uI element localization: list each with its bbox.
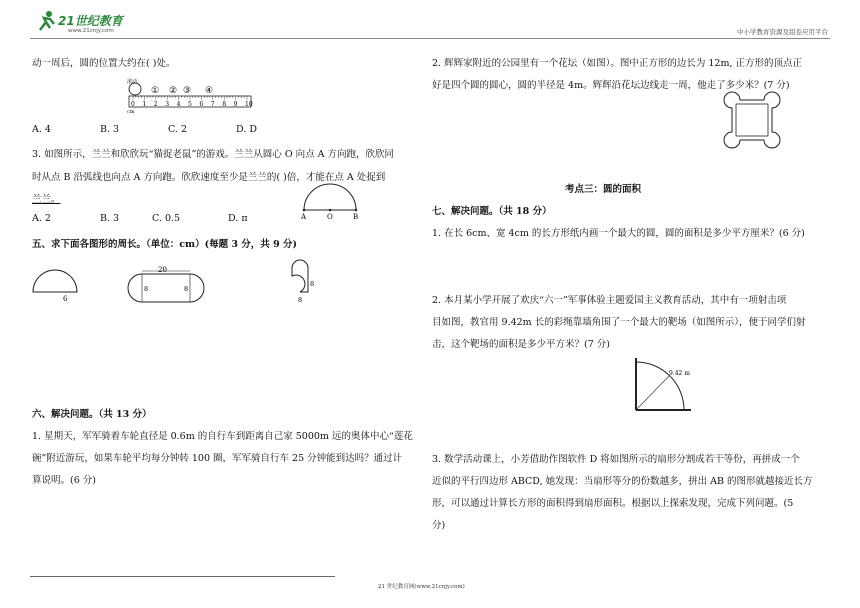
q7-3-line1: 3. 数学活动课上，小芳借助作图软件 D 将如图所示的扇形分割成若干等份，再拼成一个 (432, 454, 800, 465)
perimeter-figure-3 (278, 262, 318, 312)
ruler-top-label: 滚动 (127, 79, 138, 85)
fig1-radius-label: 6 (63, 295, 68, 303)
q3-option-b: B. 3 (100, 213, 120, 224)
fig-label-a: A (301, 213, 307, 221)
footer-text: 21 世纪教育网(www.21cnjy.com) (378, 584, 465, 590)
q3-option-a: A. 2 (32, 213, 51, 224)
ruler-tick-label: 8 (222, 101, 227, 108)
ruler-tick-label: 2 (153, 101, 158, 108)
ruler-position-label: ③ (183, 86, 192, 96)
fig-label-b: B (353, 213, 359, 221)
fig-label-o: O (327, 213, 333, 221)
target-arc-label: 9.42 m (669, 370, 690, 377)
kaodian-title: 考点三：圆的面积 (565, 184, 642, 195)
ruler-tick-label: 3 (165, 101, 170, 108)
logo-subtext: www.21cnjy.com (68, 28, 114, 34)
q3-line2: 时从点 B 沿弧线也向点 A 方向跑。欣欣速度至少是兰兰的( )倍，才能在点 A 处捉到 (32, 172, 386, 183)
fig3-side-label: 8 (310, 280, 315, 288)
section6-title: 六、解决问题。（共 13 分） (32, 409, 152, 420)
ruler-tick-label: 10 (245, 101, 253, 108)
q7-2-line1: 2. 本月某小学开展了欢庆“六一”军事体验主题爱国主义教育活动，其中有一项射击项 (432, 295, 787, 306)
q2-option-d: D. D (236, 124, 257, 135)
ruler-position-label: ② (169, 86, 178, 96)
ruler-tick-label: 5 (188, 101, 192, 108)
q6-1-line1: 1. 星期天，军军骑着车轮直径是 0.6m 的自行车到距离自己家 5000m 远的奥体中心“莲花 (32, 431, 413, 442)
q2-option-a: A. 4 (32, 124, 51, 135)
perimeter-figure-2 (128, 266, 208, 306)
q2-option-c: C. 2 (168, 124, 188, 135)
semicircle-figure (298, 180, 368, 220)
target-range-figure (633, 358, 693, 413)
fig3-bottom-label: 8 (298, 296, 303, 304)
q6-1-line2: 碗”附近游玩，如果车轮平均每分钟转 100 圈，军军骑自行车 25 分钟能到达吗？通过计 (32, 453, 403, 464)
ruler-figure (127, 79, 257, 114)
q7-2-line3: 击，这个靶场的面积是多少平方米？(7 分) (432, 339, 610, 350)
perimeter-figure-1 (32, 268, 82, 303)
logo-text: 21世纪教育 (58, 14, 123, 28)
ruler-position-label: ① (151, 86, 160, 96)
ruler-position-label: ④ (205, 86, 214, 96)
q6-2-line1: 2. 辉辉家附近的公园里有一个花坛（如图）。图中正方形的边长为 12m, 正方形的顶点正 (432, 58, 802, 69)
q2-option-b: B. 3 (100, 124, 120, 135)
ruler-tick-label: 9 (233, 101, 238, 108)
q3-option-d: D. π (228, 213, 248, 224)
q3-line1: 3. 如图所示，兰兰和欣欣玩“猫捉老鼠”的游戏。兰兰从圆心 O 向点 A 方向跑，欣欣同 (32, 149, 395, 160)
q7-3-line4: 分) (432, 520, 446, 531)
q6-1-line3: 算说明。(6 分) (32, 475, 96, 486)
q3-option-c: C. 0.5 (152, 213, 181, 224)
q7-3-line2: 近似的平行四边形 ABCD, 她发现：当扇形等分的份数越多，拼出 AB 的图形就越接近长方 (432, 476, 813, 487)
section7-title: 七、解决问题。（共 18 分） (432, 206, 552, 217)
runner-logo-icon (36, 10, 58, 32)
fig2-left-label: 8 (144, 285, 149, 293)
fig2-right-label: 8 (184, 285, 189, 293)
ruler-tick-label: 4 (176, 101, 181, 108)
q7-2-line2: 目如图，教官用 9.42m 长的彩绳靠墙角围了一个最大的靶场（如图所示），便于同学们射 (432, 317, 806, 328)
ruler-tick-label: 0 (131, 101, 135, 108)
section5-title: 五、求下面各图形的周长。（单位：cm）(每题 3 分，共 9 分) (32, 239, 298, 250)
ruler-unit-label: cm (127, 109, 135, 115)
q2-text: 动一周后，圆的位置大约在( )处。 (32, 58, 176, 69)
ruler-tick-label: 6 (199, 101, 204, 108)
q7-1: 1. 在长 6cm、宽 4cm 的长方形纸内画一个最大的圆，圆的面积是多少平方厘米？(6 分) (432, 228, 805, 239)
ruler-tick-label: 7 (210, 101, 215, 108)
fig2-length-label: 20 (158, 266, 167, 274)
ruler-tick-label: 1 (142, 101, 147, 108)
header-divider (30, 38, 830, 39)
flower-bed-figure (722, 96, 782, 146)
header-right-text: 中小学教育资源及组卷应用平台 (737, 28, 828, 36)
q6-2-line2: 好是四个圆的圆心，圆的半径是 4m。辉辉沿花坛边线走一周，他走了多少米？(7 分) (432, 80, 790, 91)
footer-divider (30, 576, 335, 577)
q3-line3: 兰兰。 (32, 194, 61, 205)
q7-3-line3: 形，可以通过计算长方形的面积得到扇形面积。根据以上探索发现，完成下列问题。(5 (432, 498, 794, 509)
